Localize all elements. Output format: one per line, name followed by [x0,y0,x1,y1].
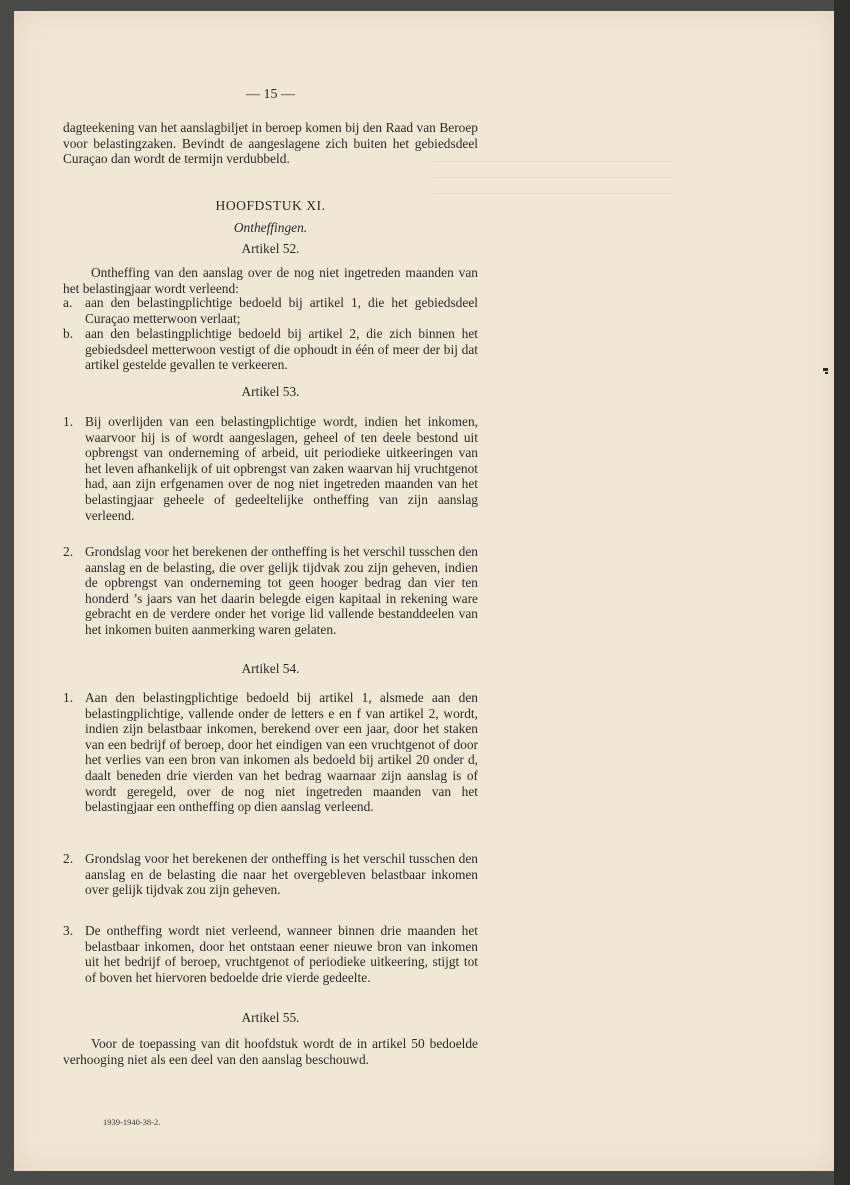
article-52-title: Artikel 52. [241,241,300,256]
article-53-title: Artikel 53. [241,384,300,399]
article-55-text: Voor de toepassing van dit hoofdstuk wordt de in artikel 50 bedoelde verhooging niet als een deel van den aanslag beschouwd. [63,1036,478,1067]
item-label: 2. [63,851,74,866]
item-text: Aan den belastingplichtige bedoeld bij artikel 1, alsmede aan den belastingplichtige, vallende onder de letters e en f van artikel 2, wordt, indien zijn belastbaar inkomen, berekend over een jaar, door het staken van een bedrijf of beroep, door het eindigen van een vruchtgenot of door het verlies van een bron van inkomen als bedoeld bij artikel 20 onder d, daalt beneden drie vierden van het bedrag waarnaar zijn aanslag is of wordt geregeld, over de nog niet ingetreden maanden van het belastingjaar een ontheffing op dien aanslag verleend. [85,690,478,815]
item-label: a. [63,295,73,310]
margin-mark [825,372,828,374]
item-text: Bij overlijden van een belastingplichtige wordt, indien het inkomen, waarvoor hij is of wordt aangeslagen, geheel of ten deele bestond uit opbrengst van onderneming of arbeid, uit periodieke uitkeeringen van het leven afhankelijk of uit opbrengst van zaken waarvan hij vruchtgenot had, aan zijn erfgenamen over de nog niet ingetreden maanden van het belastingjaar geheele of gedeeltelijke ontheffing van zijn aanslag verleend. [85,414,478,523]
article-52-lead: Ontheffing van den aanslag over de nog niet ingetreden maanden van het belastingjaar wordt verleend: [63,265,478,296]
item-text: De ontheffing wordt niet verleend, wanneer binnen drie maanden het belastbaar inkomen, door het ontstaan eener nieuwe bron van inkomen uit het bedrijf of beroep, vruchtgenot of periodieke uitkeering, stijgt tot of boven het hiervoren bedoelde drie vierde gedeelte. [85,923,478,985]
text-column [63,0,478,1185]
item-label: 3. [63,923,74,938]
item-label: 2. [63,544,74,559]
page-number: — 15 — [246,87,295,102]
intro-paragraph: dagteekening van het aanslagbiljet in beroep komen bij den Raad van Beroep voor belastingzaken. Bevindt de aangeslagene zich buiten het gebiedsdeel Curaçao dan wordt de termijn verdubbeld. [63,120,478,167]
chapter-subtitle: Ontheffingen. [233,220,308,235]
item-label: 1. [63,414,74,429]
footer-code: 1939-1940-38-2. [103,1117,161,1127]
article-55-title: Artikel 55. [241,1010,300,1025]
article-54-title: Artikel 54. [241,661,300,676]
item-label: 1. [63,690,74,705]
item-text: aan den belastingplichtige bedoeld bij artikel 1, die het gebiedsdeel Curaçao metterwoon verlaat; [85,295,478,326]
item-label: b. [63,326,74,341]
item-text: aan den belastingplichtige bedoeld bij artikel 2, die zich binnen het gebiedsdeel metterwoon vestigt of die ophoudt in één of meer der bij dat artikel gestelde gevallen te verkeeren. [85,326,478,373]
margin-mark [823,368,828,371]
chapter-title: HOOFDSTUK XI. [215,198,326,213]
item-text: Grondslag voor het berekenen der ontheffing is het verschil tusschen den aanslag en de belasting die naar het overgebleven belastbaar inkomen over gelijk tijdvak zou zijn geheven. [85,851,478,898]
item-text: Grondslag voor het berekenen der ontheffing is het verschil tusschen den aanslag en de belasting, die over gelijk tijdvak zou zijn geheven, indien de opbrengst van onderneming tot geen hooger bedrag dan vier ten honderd ’s jaars van het daarin belegde eigen kapitaal in rekening ware gebracht en de verdere onder het vorige lid vallende bestanddeelen van het inkomen buiten aanmerking waren gelaten. [85,544,478,637]
scanner-edge [834,0,850,1185]
